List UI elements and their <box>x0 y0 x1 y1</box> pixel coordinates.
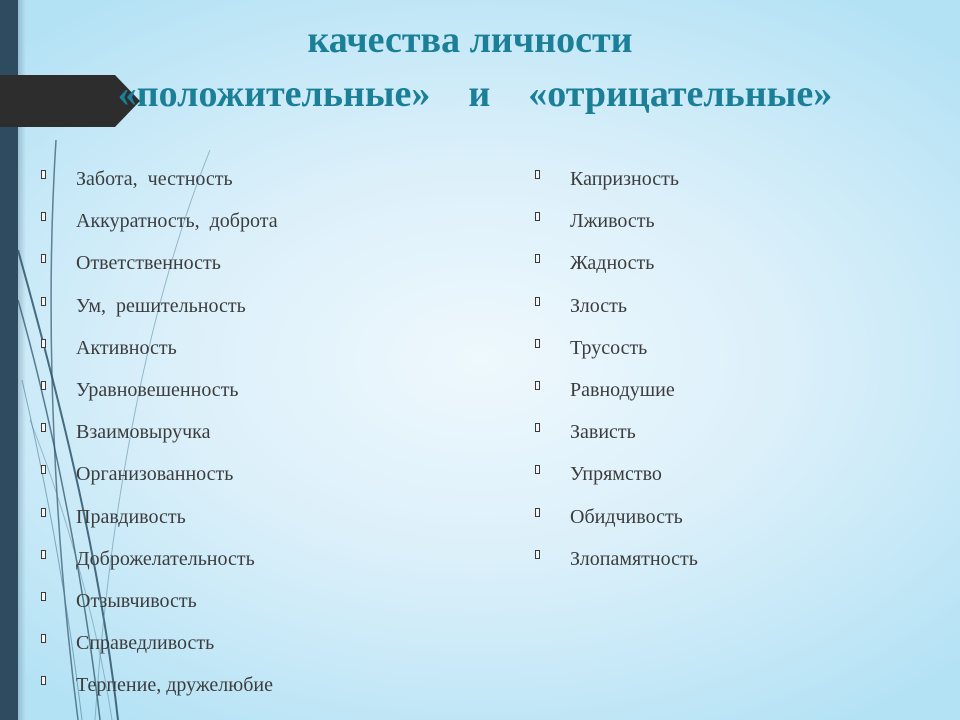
quality-label: Злость <box>570 294 627 317</box>
bullet-icon <box>41 339 46 348</box>
bullet-icon <box>535 170 540 179</box>
quality-label: Зависть <box>570 421 636 444</box>
quality-label: Трусость <box>570 336 648 359</box>
quality-label: Правдивость <box>76 505 186 528</box>
quality-label: Забота, честность <box>76 168 233 190</box>
list-item <box>36 288 476 330</box>
list-item <box>36 499 476 541</box>
list-item <box>530 541 930 583</box>
bullet-icon <box>535 423 540 432</box>
list-item <box>36 372 476 414</box>
bullet-icon <box>41 381 46 390</box>
bullet-icon <box>41 508 46 517</box>
bullet-icon <box>535 254 540 263</box>
bullet-icon <box>41 676 46 685</box>
quality-label: Ум, решительность <box>76 294 246 317</box>
list-item <box>36 203 476 245</box>
list-item <box>36 456 476 498</box>
list-item <box>36 161 476 203</box>
bullet-icon <box>535 550 540 559</box>
negative-qualities-list <box>530 161 930 583</box>
bullet-icon <box>535 212 540 221</box>
bullet-icon <box>535 297 540 306</box>
bullet-icon <box>41 465 46 474</box>
quality-label: Равнодушие <box>570 378 675 401</box>
list-item <box>36 330 476 372</box>
list-item <box>530 245 930 287</box>
bullet-icon <box>535 381 540 390</box>
list-item <box>530 456 930 498</box>
list-item <box>36 541 476 583</box>
bullet-icon <box>41 170 46 179</box>
slide-subtitle: «положительные» и «отрицательные» <box>117 73 833 115</box>
list-item <box>530 414 930 456</box>
quality-label: Организованность <box>76 463 234 486</box>
bullet-icon <box>41 212 46 221</box>
quality-label: Обидчивость <box>570 505 683 528</box>
list-item <box>36 245 476 287</box>
list-item <box>530 499 930 541</box>
quality-label: Аккуратность, доброта <box>76 210 278 233</box>
quality-label: Ответственность <box>76 252 221 275</box>
quality-label: Терпение, дружелюбие <box>76 674 273 697</box>
list-item <box>36 414 476 456</box>
quality-label: Жадность <box>570 252 655 275</box>
bullet-icon <box>41 254 46 263</box>
bullet-icon <box>41 550 46 559</box>
quality-label: Лживость <box>570 210 655 233</box>
bullet-icon <box>535 465 540 474</box>
list-item <box>530 288 930 330</box>
bullet-icon <box>535 339 540 348</box>
list-item <box>530 161 930 203</box>
bullet-icon <box>41 423 46 432</box>
positive-qualities-list <box>36 161 476 709</box>
quality-label: Уравновешенность <box>76 378 239 401</box>
quality-label: Упрямство <box>570 463 662 486</box>
bullet-icon <box>535 508 540 517</box>
list-item <box>36 625 476 667</box>
bullet-icon <box>41 297 46 306</box>
slide-title: качества личности <box>307 19 633 61</box>
quality-label: Капризность <box>570 168 679 190</box>
quality-label: Справедливость <box>76 632 215 655</box>
quality-label: Злопамятность <box>570 547 698 570</box>
list-item <box>530 330 930 372</box>
bullet-icon <box>41 634 46 643</box>
list-item <box>36 583 476 625</box>
list-item <box>530 203 930 245</box>
quality-label: Доброжелательность <box>76 547 255 570</box>
quality-label: Активность <box>76 336 177 359</box>
quality-label: Отзывчивость <box>76 589 197 612</box>
list-item <box>530 372 930 414</box>
quality-label: Взаимовыручка <box>76 421 211 444</box>
bullet-icon <box>41 592 46 601</box>
list-item <box>36 667 476 709</box>
